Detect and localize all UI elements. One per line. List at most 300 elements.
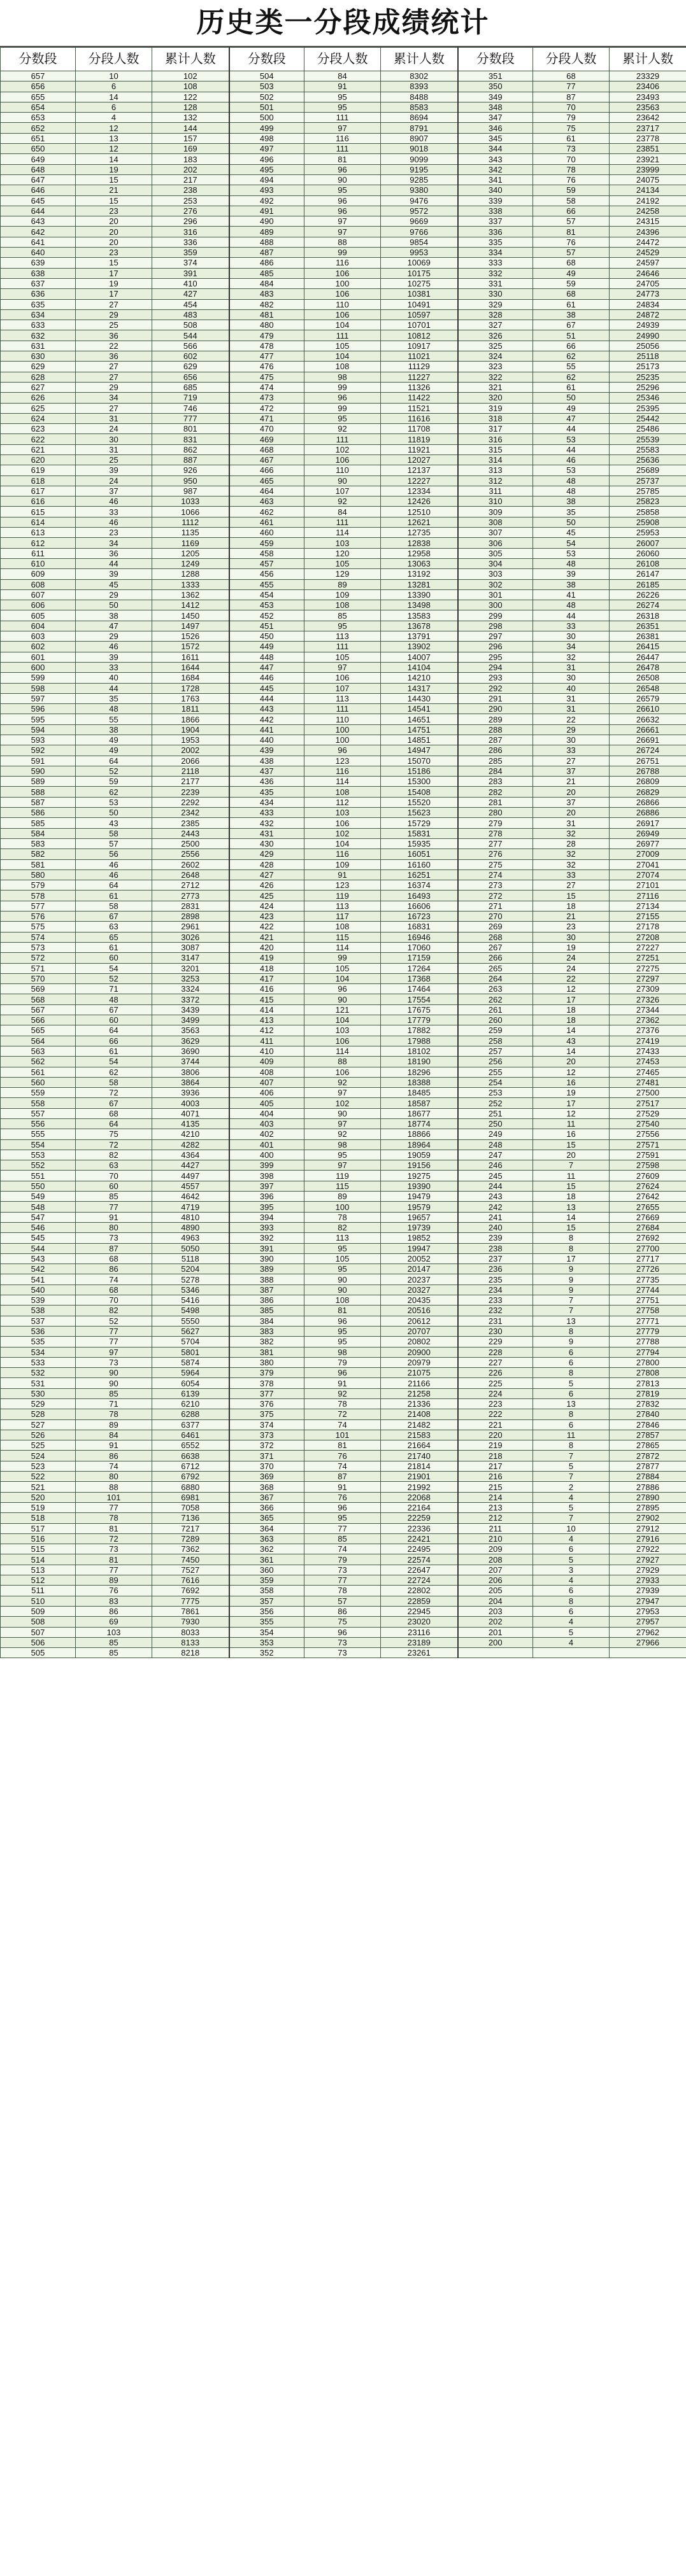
cell-count-3: 22 xyxy=(533,973,610,983)
cell-count-3: 20 xyxy=(533,808,610,818)
cell-cumulative-2: 20147 xyxy=(381,1264,458,1274)
cell-cumulative-1: 3026 xyxy=(152,932,229,942)
cell-score-2: 453 xyxy=(229,600,304,610)
cell-score-1: 646 xyxy=(1,185,76,195)
cell-cumulative-2: 8488 xyxy=(381,92,458,102)
cell-count-3: 21 xyxy=(533,777,610,787)
cell-cumulative-1: 7450 xyxy=(152,1554,229,1565)
cell-score-1: 628 xyxy=(1,372,76,382)
cell-count-2: 115 xyxy=(304,932,381,942)
cell-count-1: 54 xyxy=(76,963,152,973)
cell-score-3: 337 xyxy=(458,216,533,227)
cell-count-1: 47 xyxy=(76,621,152,631)
cell-count-1: 6 xyxy=(76,81,152,92)
cell-count-1: 69 xyxy=(76,1617,152,1627)
cell-cumulative-1: 391 xyxy=(152,268,229,278)
cell-count-1: 27 xyxy=(76,372,152,382)
cell-cumulative-3: 24990 xyxy=(610,330,686,341)
cell-score-3: 273 xyxy=(458,880,533,890)
cell-cumulative-2: 13281 xyxy=(381,579,458,589)
cell-count-3: 24 xyxy=(533,953,610,963)
cell-score-2: 463 xyxy=(229,496,304,507)
cell-count-1: 22 xyxy=(76,341,152,351)
cell-count-2: 105 xyxy=(304,963,381,973)
cell-cumulative-3: 27726 xyxy=(610,1264,686,1274)
cell-count-3: 6 xyxy=(533,1419,610,1430)
cell-count-2: 104 xyxy=(304,351,381,362)
cell-score-2: 427 xyxy=(229,869,304,880)
table-row xyxy=(1,1202,686,1212)
cell-count-3: 11 xyxy=(533,1118,610,1129)
cell-cumulative-2: 13902 xyxy=(381,642,458,652)
cell-count-2: 111 xyxy=(304,113,381,123)
cell-cumulative-2: 14651 xyxy=(381,714,458,724)
cell-count-2: 99 xyxy=(304,953,381,963)
cell-cumulative-1: 7362 xyxy=(152,1544,229,1554)
cell-count-3: 31 xyxy=(533,818,610,828)
header-score-3: 分数段 xyxy=(458,48,533,71)
cell-cumulative-3: 27326 xyxy=(610,994,686,1004)
cell-cumulative-3: 27500 xyxy=(610,1088,686,1098)
cell-count-3: 17 xyxy=(533,994,610,1004)
table-row xyxy=(1,1212,686,1222)
cell-cumulative-1: 950 xyxy=(152,475,229,486)
cell-cumulative-2: 10597 xyxy=(381,309,458,320)
cell-score-1: 639 xyxy=(1,258,76,268)
cell-score-3: 330 xyxy=(458,289,533,299)
cell-count-3: 8 xyxy=(533,1440,610,1451)
cell-score-3: 351 xyxy=(458,71,533,81)
cell-count-1: 29 xyxy=(76,309,152,320)
cell-count-2: 77 xyxy=(304,1523,381,1533)
cell-score-2: 365 xyxy=(229,1513,304,1523)
table-row xyxy=(1,1098,686,1108)
cell-cumulative-3: 27344 xyxy=(610,1004,686,1015)
cell-cumulative-1: 1497 xyxy=(152,621,229,631)
cell-count-1: 27 xyxy=(76,362,152,372)
cell-score-1: 587 xyxy=(1,797,76,807)
cell-count-1: 29 xyxy=(76,631,152,642)
cell-cumulative-2: 21664 xyxy=(381,1440,458,1451)
cell-score-2: 429 xyxy=(229,849,304,859)
cell-cumulative-1: 987 xyxy=(152,486,229,496)
cell-score-1: 612 xyxy=(1,538,76,548)
cell-count-3: 7 xyxy=(533,1472,610,1482)
cell-cumulative-1: 685 xyxy=(152,382,229,392)
cell-score-2: 434 xyxy=(229,797,304,807)
cell-cumulative-2: 9953 xyxy=(381,248,458,258)
cell-count-1: 85 xyxy=(76,1388,152,1398)
cell-score-3: 336 xyxy=(458,227,533,237)
cell-cumulative-2: 16051 xyxy=(381,849,458,859)
cell-cumulative-3: 26381 xyxy=(610,631,686,642)
cell-count-1: 67 xyxy=(76,1098,152,1108)
cell-count-1: 6 xyxy=(76,102,152,112)
cell-cumulative-1: 1811 xyxy=(152,704,229,714)
cell-cumulative-1: 3936 xyxy=(152,1088,229,1098)
cell-count-3: 66 xyxy=(533,341,610,351)
cell-count-2: 117 xyxy=(304,911,381,922)
cell-cumulative-2: 14751 xyxy=(381,724,458,735)
cell-count-3 xyxy=(533,1648,610,1658)
cell-score-3: 277 xyxy=(458,838,533,848)
cell-count-1: 82 xyxy=(76,1306,152,1316)
cell-score-1: 622 xyxy=(1,434,76,444)
cell-cumulative-3: 27717 xyxy=(610,1253,686,1263)
table-row xyxy=(1,81,686,92)
cell-cumulative-1: 1763 xyxy=(152,693,229,703)
cell-count-2: 97 xyxy=(304,227,381,237)
cell-cumulative-1: 169 xyxy=(152,144,229,154)
cell-score-3: 285 xyxy=(458,756,533,766)
table-row xyxy=(1,1627,686,1637)
table-row xyxy=(1,164,686,174)
cell-score-3: 203 xyxy=(458,1606,533,1616)
cell-count-1: 49 xyxy=(76,745,152,756)
cell-count-3: 39 xyxy=(533,569,610,579)
cell-cumulative-3: 24258 xyxy=(610,206,686,216)
cell-count-3: 5 xyxy=(533,1502,610,1512)
cell-count-3: 51 xyxy=(533,330,610,341)
cell-count-2: 100 xyxy=(304,724,381,735)
cell-score-2: 465 xyxy=(229,475,304,486)
cell-score-3: 321 xyxy=(458,382,533,392)
cell-score-2: 486 xyxy=(229,258,304,268)
cell-count-1: 66 xyxy=(76,1036,152,1046)
cell-cumulative-3: 27297 xyxy=(610,973,686,983)
table-row xyxy=(1,569,686,579)
cell-cumulative-2: 18485 xyxy=(381,1088,458,1098)
cell-count-1: 46 xyxy=(76,859,152,869)
cell-count-3: 14 xyxy=(533,1212,610,1222)
cell-score-2: 399 xyxy=(229,1160,304,1171)
table-row xyxy=(1,403,686,413)
table-row xyxy=(1,808,686,818)
header-count-1: 分段人数 xyxy=(76,48,152,71)
table-row xyxy=(1,548,686,558)
table-row xyxy=(1,144,686,154)
cell-cumulative-1: 3147 xyxy=(152,953,229,963)
cell-count-2: 115 xyxy=(304,1181,381,1191)
cell-cumulative-3: 27655 xyxy=(610,1202,686,1212)
cell-score-1: 609 xyxy=(1,569,76,579)
cell-score-2: 501 xyxy=(229,102,304,112)
cell-score-2: 354 xyxy=(229,1627,304,1637)
cell-score-1: 574 xyxy=(1,932,76,942)
cell-score-3: 338 xyxy=(458,206,533,216)
cell-count-3: 48 xyxy=(533,558,610,568)
cell-count-1: 86 xyxy=(76,1606,152,1616)
cell-score-2: 418 xyxy=(229,963,304,973)
cell-count-3: 45 xyxy=(533,528,610,538)
cell-count-3: 73 xyxy=(533,144,610,154)
cell-cumulative-3: 25908 xyxy=(610,517,686,527)
cell-cumulative-1: 1611 xyxy=(152,652,229,662)
cell-cumulative-2: 17779 xyxy=(381,1015,458,1025)
cell-count-2: 114 xyxy=(304,777,381,787)
table-row xyxy=(1,1430,686,1440)
table-row xyxy=(1,1502,686,1512)
cell-score-1: 555 xyxy=(1,1129,76,1139)
cell-score-2: 412 xyxy=(229,1025,304,1036)
cell-count-3: 29 xyxy=(533,724,610,735)
cell-score-1: 532 xyxy=(1,1368,76,1378)
cell-score-2: 442 xyxy=(229,714,304,724)
cell-cumulative-3: 25737 xyxy=(610,475,686,486)
cell-cumulative-2: 17060 xyxy=(381,942,458,952)
cell-count-1: 85 xyxy=(76,1637,152,1647)
cell-score-1: 507 xyxy=(1,1627,76,1637)
cell-count-1: 35 xyxy=(76,693,152,703)
table-row xyxy=(1,1648,686,1658)
cell-score-2: 495 xyxy=(229,164,304,174)
cell-cumulative-2: 12838 xyxy=(381,538,458,548)
cell-count-1: 86 xyxy=(76,1264,152,1274)
cell-count-1: 70 xyxy=(76,1171,152,1181)
cell-score-1: 508 xyxy=(1,1617,76,1627)
table-row xyxy=(1,1264,686,1274)
cell-cumulative-1: 1288 xyxy=(152,569,229,579)
cell-score-1: 525 xyxy=(1,1440,76,1451)
cell-count-3: 44 xyxy=(533,444,610,454)
cell-count-2: 102 xyxy=(304,444,381,454)
cell-count-2: 92 xyxy=(304,1129,381,1139)
cell-count-2: 79 xyxy=(304,1357,381,1367)
cell-score-3: 308 xyxy=(458,517,533,527)
cell-score-3: 224 xyxy=(458,1388,533,1398)
cell-cumulative-1: 566 xyxy=(152,341,229,351)
table-row xyxy=(1,185,686,195)
cell-score-2: 382 xyxy=(229,1337,304,1347)
cell-cumulative-3: 26886 xyxy=(610,808,686,818)
cell-cumulative-1: 7289 xyxy=(152,1533,229,1544)
table-row xyxy=(1,216,686,227)
cell-score-2: 497 xyxy=(229,144,304,154)
cell-cumulative-1: 410 xyxy=(152,278,229,288)
table-row xyxy=(1,849,686,859)
cell-count-1: 15 xyxy=(76,174,152,185)
cell-count-2: 111 xyxy=(304,330,381,341)
cell-count-1: 71 xyxy=(76,984,152,994)
cell-count-2: 116 xyxy=(304,849,381,859)
cell-count-2: 92 xyxy=(304,1077,381,1087)
cell-score-3: 279 xyxy=(458,818,533,828)
cell-cumulative-3: 26351 xyxy=(610,621,686,631)
cell-score-1: 621 xyxy=(1,444,76,454)
cell-score-2: 451 xyxy=(229,621,304,631)
cell-cumulative-2: 12621 xyxy=(381,517,458,527)
score-table xyxy=(0,47,686,1658)
cell-count-1: 12 xyxy=(76,123,152,133)
cell-score-2: 467 xyxy=(229,454,304,465)
cell-cumulative-1: 2239 xyxy=(152,787,229,797)
cell-cumulative-1: 5627 xyxy=(152,1326,229,1336)
cell-score-3: 236 xyxy=(458,1264,533,1274)
cell-cumulative-1: 7692 xyxy=(152,1586,229,1596)
cell-cumulative-1: 5874 xyxy=(152,1357,229,1367)
cell-score-1: 572 xyxy=(1,953,76,963)
cell-count-1: 82 xyxy=(76,1150,152,1160)
cell-score-3: 340 xyxy=(458,185,533,195)
cell-count-1: 38 xyxy=(76,724,152,735)
cell-score-1: 566 xyxy=(1,1015,76,1025)
cell-score-3: 244 xyxy=(458,1181,533,1191)
table-row xyxy=(1,362,686,372)
cell-score-1: 524 xyxy=(1,1451,76,1461)
cell-cumulative-3: 27465 xyxy=(610,1067,686,1077)
cell-count-3: 15 xyxy=(533,890,610,901)
table-row xyxy=(1,1606,686,1616)
cell-count-3: 15 xyxy=(533,1181,610,1191)
cell-count-3: 43 xyxy=(533,1036,610,1046)
cell-score-2: 472 xyxy=(229,403,304,413)
cell-score-3: 217 xyxy=(458,1461,533,1471)
cell-cumulative-3: 24773 xyxy=(610,289,686,299)
cell-score-2: 449 xyxy=(229,642,304,652)
cell-score-2: 471 xyxy=(229,413,304,423)
cell-cumulative-2: 18866 xyxy=(381,1129,458,1139)
cell-score-3: 280 xyxy=(458,808,533,818)
cell-score-2: 489 xyxy=(229,227,304,237)
cell-cumulative-1: 128 xyxy=(152,102,229,112)
cell-cumulative-2: 13583 xyxy=(381,610,458,621)
cell-count-1: 56 xyxy=(76,849,152,859)
cell-score-3: 266 xyxy=(458,953,533,963)
cell-count-3: 6 xyxy=(533,1586,610,1596)
cell-cumulative-2: 20612 xyxy=(381,1316,458,1326)
table-row xyxy=(1,777,686,787)
cell-count-1: 21 xyxy=(76,185,152,195)
cell-count-1: 59 xyxy=(76,777,152,787)
cell-score-3: 228 xyxy=(458,1347,533,1357)
cell-cumulative-3: 27933 xyxy=(610,1575,686,1586)
cell-cumulative-1: 2556 xyxy=(152,849,229,859)
cell-count-3: 7 xyxy=(533,1451,610,1461)
cell-cumulative-3: 27966 xyxy=(610,1637,686,1647)
cell-cumulative-2: 20707 xyxy=(381,1326,458,1336)
cell-score-2: 401 xyxy=(229,1139,304,1150)
cell-count-3: 16 xyxy=(533,1129,610,1139)
cell-cumulative-3: 27788 xyxy=(610,1337,686,1347)
cell-score-2: 439 xyxy=(229,745,304,756)
cell-score-2: 397 xyxy=(229,1181,304,1191)
cell-score-1: 534 xyxy=(1,1347,76,1357)
cell-score-2: 485 xyxy=(229,268,304,278)
table-row xyxy=(1,248,686,258)
cell-score-1: 594 xyxy=(1,724,76,735)
cell-count-2: 74 xyxy=(304,1419,381,1430)
cell-cumulative-2: 10491 xyxy=(381,299,458,309)
cell-score-1: 573 xyxy=(1,942,76,952)
cell-score-3: 237 xyxy=(458,1253,533,1263)
cell-count-2: 105 xyxy=(304,558,381,568)
cell-count-3: 20 xyxy=(533,1150,610,1160)
cell-score-1: 535 xyxy=(1,1337,76,1347)
table-row xyxy=(1,1004,686,1015)
cell-cumulative-2: 11227 xyxy=(381,372,458,382)
cell-cumulative-3: 27735 xyxy=(610,1274,686,1284)
table-row xyxy=(1,1118,686,1129)
cell-count-2: 75 xyxy=(304,1617,381,1627)
cell-score-3: 320 xyxy=(458,393,533,403)
cell-cumulative-2: 17882 xyxy=(381,1025,458,1036)
cell-score-2: 421 xyxy=(229,932,304,942)
cell-score-3: 227 xyxy=(458,1357,533,1367)
table-row xyxy=(1,1347,686,1357)
cell-count-3: 50 xyxy=(533,517,610,527)
cell-score-3: 304 xyxy=(458,558,533,568)
cell-count-3: 31 xyxy=(533,693,610,703)
cell-cumulative-1: 544 xyxy=(152,330,229,341)
cell-count-3: 18 xyxy=(533,1004,610,1015)
cell-score-2: 403 xyxy=(229,1118,304,1129)
cell-cumulative-3: 27886 xyxy=(610,1482,686,1492)
cell-score-2: 375 xyxy=(229,1409,304,1419)
cell-cumulative-1: 183 xyxy=(152,154,229,164)
cell-cumulative-3: 27819 xyxy=(610,1388,686,1398)
cell-score-1: 610 xyxy=(1,558,76,568)
cell-cumulative-3: 27251 xyxy=(610,953,686,963)
cell-count-2: 89 xyxy=(304,1192,381,1202)
cell-score-1: 527 xyxy=(1,1419,76,1430)
cell-cumulative-2: 19852 xyxy=(381,1233,458,1243)
cell-cumulative-3: 25539 xyxy=(610,434,686,444)
cell-cumulative-1: 602 xyxy=(152,351,229,362)
cell-count-1: 90 xyxy=(76,1368,152,1378)
table-row xyxy=(1,1077,686,1087)
cell-count-2: 104 xyxy=(304,838,381,848)
cell-count-1: 103 xyxy=(76,1627,152,1637)
cell-score-1: 636 xyxy=(1,289,76,299)
cell-cumulative-1: 6288 xyxy=(152,1409,229,1419)
table-row xyxy=(1,1046,686,1056)
cell-score-1: 623 xyxy=(1,424,76,434)
cell-cumulative-1: 7058 xyxy=(152,1502,229,1512)
cell-cumulative-3: 27813 xyxy=(610,1378,686,1388)
cell-cumulative-3: 27840 xyxy=(610,1409,686,1419)
table-row xyxy=(1,1274,686,1284)
cell-count-2: 95 xyxy=(304,1326,381,1336)
cell-cumulative-2: 10275 xyxy=(381,278,458,288)
cell-score-3: 272 xyxy=(458,890,533,901)
cell-cumulative-2: 21814 xyxy=(381,1461,458,1471)
cell-count-1: 61 xyxy=(76,1046,152,1056)
cell-score-1: 518 xyxy=(1,1513,76,1523)
cell-cumulative-3: 23493 xyxy=(610,92,686,102)
cell-cumulative-2: 18587 xyxy=(381,1098,458,1108)
cell-count-1: 24 xyxy=(76,424,152,434)
table-row xyxy=(1,589,686,600)
table-row xyxy=(1,693,686,703)
cell-count-2: 57 xyxy=(304,1596,381,1606)
cell-cumulative-3: 23778 xyxy=(610,133,686,143)
cell-count-3: 6 xyxy=(533,1388,610,1398)
cell-cumulative-2: 12027 xyxy=(381,454,458,465)
cell-cumulative-1: 6792 xyxy=(152,1472,229,1482)
cell-count-1: 85 xyxy=(76,1648,152,1658)
table-row xyxy=(1,994,686,1004)
cell-cumulative-3: 25442 xyxy=(610,413,686,423)
cell-cumulative-2: 20052 xyxy=(381,1253,458,1263)
cell-score-3: 296 xyxy=(458,642,533,652)
cell-count-1: 73 xyxy=(76,1357,152,1367)
cell-count-1: 14 xyxy=(76,92,152,102)
cell-score-2: 458 xyxy=(229,548,304,558)
cell-score-2: 425 xyxy=(229,890,304,901)
cell-score-1: 511 xyxy=(1,1586,76,1596)
cell-cumulative-1: 108 xyxy=(152,81,229,92)
cell-count-2: 97 xyxy=(304,1160,381,1171)
